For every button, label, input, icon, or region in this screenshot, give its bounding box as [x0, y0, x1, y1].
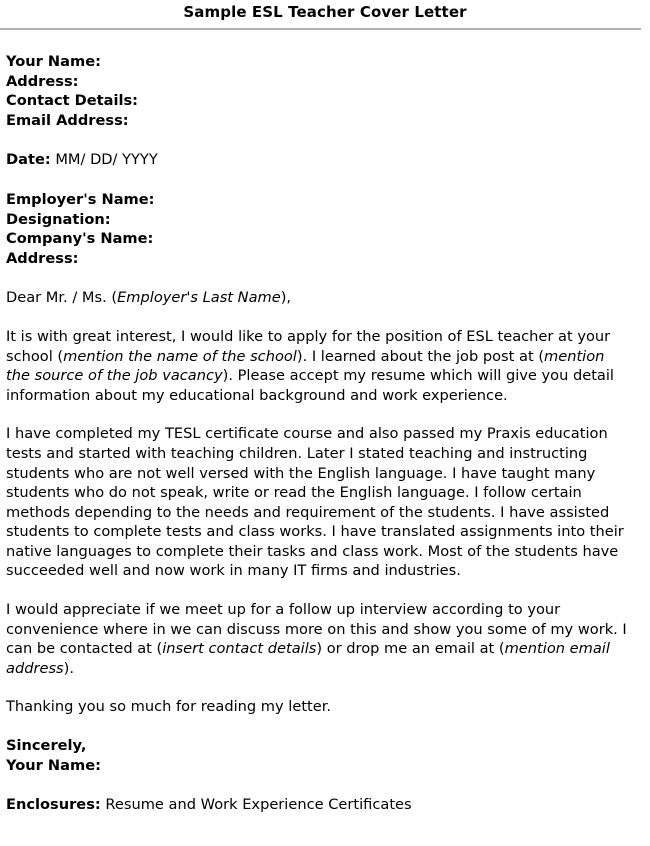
sender-line-address: Address:: [6, 72, 79, 90]
enclosures-label: Enclosures:: [6, 796, 101, 814]
paragraph-3-seg-3: ).: [63, 659, 74, 677]
salutation: [6, 288, 630, 308]
thanking-line: Thanking you so much for reading my letter.: [6, 698, 332, 716]
enclosures-value: Resume and Work Experience Certificates: [105, 796, 412, 814]
employer-line-name: Employer's Name:: [6, 190, 155, 208]
salutation-prefix: Dear Mr. / Ms. (: [6, 289, 118, 307]
spacer-after-rule: [6, 30, 632, 52]
sender-line-email-address: Email Address:: [6, 111, 129, 129]
paragraph-2: I have completed my TESL certificate course and also passed my Praxis education tests and started with teaching children. Later I stated teaching and instructing students who are not well versed with the English language. I have taught many students who do not speak, write or read the English language. I follow certain methods depending to the needs and requirement of the students. I have assisted students to complete tests and class works. I have translated assignments into their native languages to complete their tasks and class work. Most of the students have succeeded well and now work in many IT firms and industries.: [6, 425, 624, 580]
sender-line-contact-details: Contact Details:: [6, 92, 139, 110]
spacer-before-salutation: [6, 268, 632, 288]
paragraph-1-italic-2: mention the source of the job vacancy: [6, 347, 605, 385]
letter-body: [0, 30, 650, 815]
date-label: Date:: [6, 151, 51, 169]
paragraph-1: [6, 327, 630, 405]
spacer-before-date: [6, 130, 632, 150]
date-line: [6, 150, 632, 170]
date-value-text: MM/ DD/ YYYY: [55, 151, 158, 169]
spacer-before-thanking: [6, 678, 632, 697]
paragraph-3-italic-2: mention email address: [6, 640, 610, 677]
paragraph-1-italic-1: mention the name of the school: [63, 347, 297, 365]
spacer-before-para-1: [6, 308, 632, 327]
employer-line-designation: Designation:: [6, 210, 111, 228]
paragraph-1-seg-1: It is with great interest, I would like to apply for the position of ESL teacher at your school (: [6, 327, 611, 365]
salutation-suffix: ),: [280, 289, 292, 307]
employer-block: [6, 190, 632, 268]
paragraph-3: [6, 600, 630, 678]
salutation-placeholder: Employer's Last Name: [117, 289, 281, 307]
paragraph-3-italic-1: insert contact details: [162, 640, 317, 658]
paragraph-1-seg-2: ). I learned about the job post at (: [296, 347, 545, 365]
enclosures-line: [6, 795, 632, 815]
spacer-before-employer: [6, 170, 632, 190]
signature-name-label: Your Name:: [6, 756, 101, 774]
paragraph-1-seg-3: ). Please accept my resume which will give you detail information about my educational background and work experience.: [6, 367, 614, 404]
employer-line-company-name: Company's Name:: [6, 230, 154, 248]
sender-block: [6, 52, 632, 130]
paragraph-3-seg-1: I would appreciate if we meet up for a follow up interview according to your convenience where in we can discuss more on this and show you some of my work. I can be contacted at (: [6, 601, 627, 658]
spacer-before-enclosures: [6, 775, 632, 795]
paragraph-3-seg-2: ) or drop me an email at (: [316, 640, 505, 658]
sender-line-your-name: Your Name:: [6, 53, 101, 70]
spacer-before-para-2: [6, 405, 632, 424]
signature-closing: Sincerely,: [6, 737, 87, 755]
spacer-before-para-3: [6, 581, 632, 600]
page-title: Sample ESL Teacher Cover Letter: [183, 3, 467, 21]
spacer-before-signature: [6, 717, 632, 736]
signature-block: [6, 736, 632, 775]
employer-line-address: Address:: [6, 249, 79, 267]
